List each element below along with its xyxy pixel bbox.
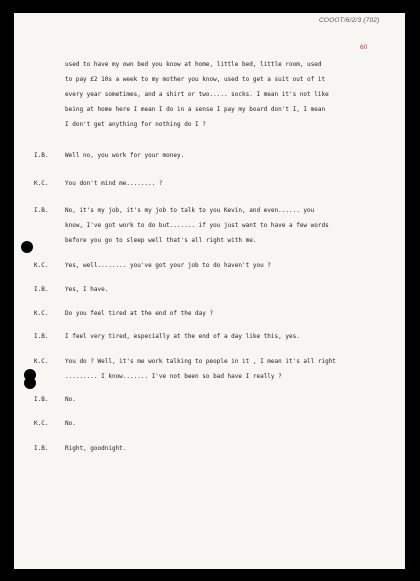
utterance (65, 258, 395, 273)
utterance (65, 176, 395, 191)
utterance (65, 354, 395, 384)
utterance (65, 148, 395, 163)
speaker-label: I.B. (34, 207, 49, 214)
text-line: every year sometimes, and a shirt or two..... socks. I mean it's not like (65, 91, 329, 98)
speaker-label: K.C. (34, 310, 49, 317)
text-line: ......... I know....... I've not been so bad have I really ? (65, 373, 282, 380)
speaker-label: I.B. (34, 396, 49, 403)
text-line: Yes, well........ you've got your job to do haven't you ? (65, 262, 271, 269)
speaker-label: I.B. (34, 333, 49, 340)
text-line: before you go to sleep well that's all right with me. (65, 237, 257, 244)
utterance (65, 441, 395, 456)
text-line: to pay £2 10s a week to my mother you know, used to get a suit out of it (65, 76, 326, 83)
speaker-label: K.C. (34, 262, 49, 269)
speaker-label: I.B. (34, 152, 49, 159)
speaker-label: I.B. (34, 445, 49, 452)
text-line: Well no, you work for your money. (65, 152, 185, 159)
utterance (65, 416, 395, 431)
text-line: used to have my own bed you know at home, little bed, little room, used (65, 61, 322, 68)
document-page (14, 13, 405, 569)
speaker-label: K.C. (34, 358, 49, 365)
text-line: Yes, I have. (65, 286, 109, 293)
text-line: You do ? Well, it's me work talking to people in it , I mean it's all right (65, 358, 336, 365)
text-line: I feel very tired, especially at the end of a day like this, yes. (65, 333, 300, 340)
text-line: I don't get anything for nothing do I ? (65, 121, 206, 128)
speaker-label: I.B. (34, 286, 49, 293)
utterance (65, 329, 395, 344)
text-line: Do you feel tired at the end of the day ? (65, 310, 214, 317)
text-line: being at home here I mean I do in a sense I pay my board don't I, I mean (65, 106, 326, 113)
utterance (65, 203, 395, 248)
utterance (65, 306, 395, 321)
utterance (65, 282, 395, 297)
page-number: 60 (360, 44, 368, 51)
speaker-label: K.C. (34, 180, 49, 187)
text-line: Right, goodnight. (65, 445, 127, 452)
text-line: No, it's my job, it's my job to talk to you Kevin, and even...... you (65, 207, 315, 214)
punch-hole (21, 241, 33, 253)
text-line: know, I've got work to do but....... if you just want to have a few words (65, 222, 329, 229)
punch-hole (24, 377, 36, 389)
utterance (65, 392, 395, 407)
speaker-label: K.C. (34, 420, 49, 427)
archive-reference: COOOT/6/2/3 (702) (319, 17, 380, 24)
text-line: No. (65, 396, 76, 403)
text-line: You don't mind me........ ? (65, 180, 163, 187)
text-line: No. (65, 420, 76, 427)
continuation-paragraph (65, 57, 395, 132)
